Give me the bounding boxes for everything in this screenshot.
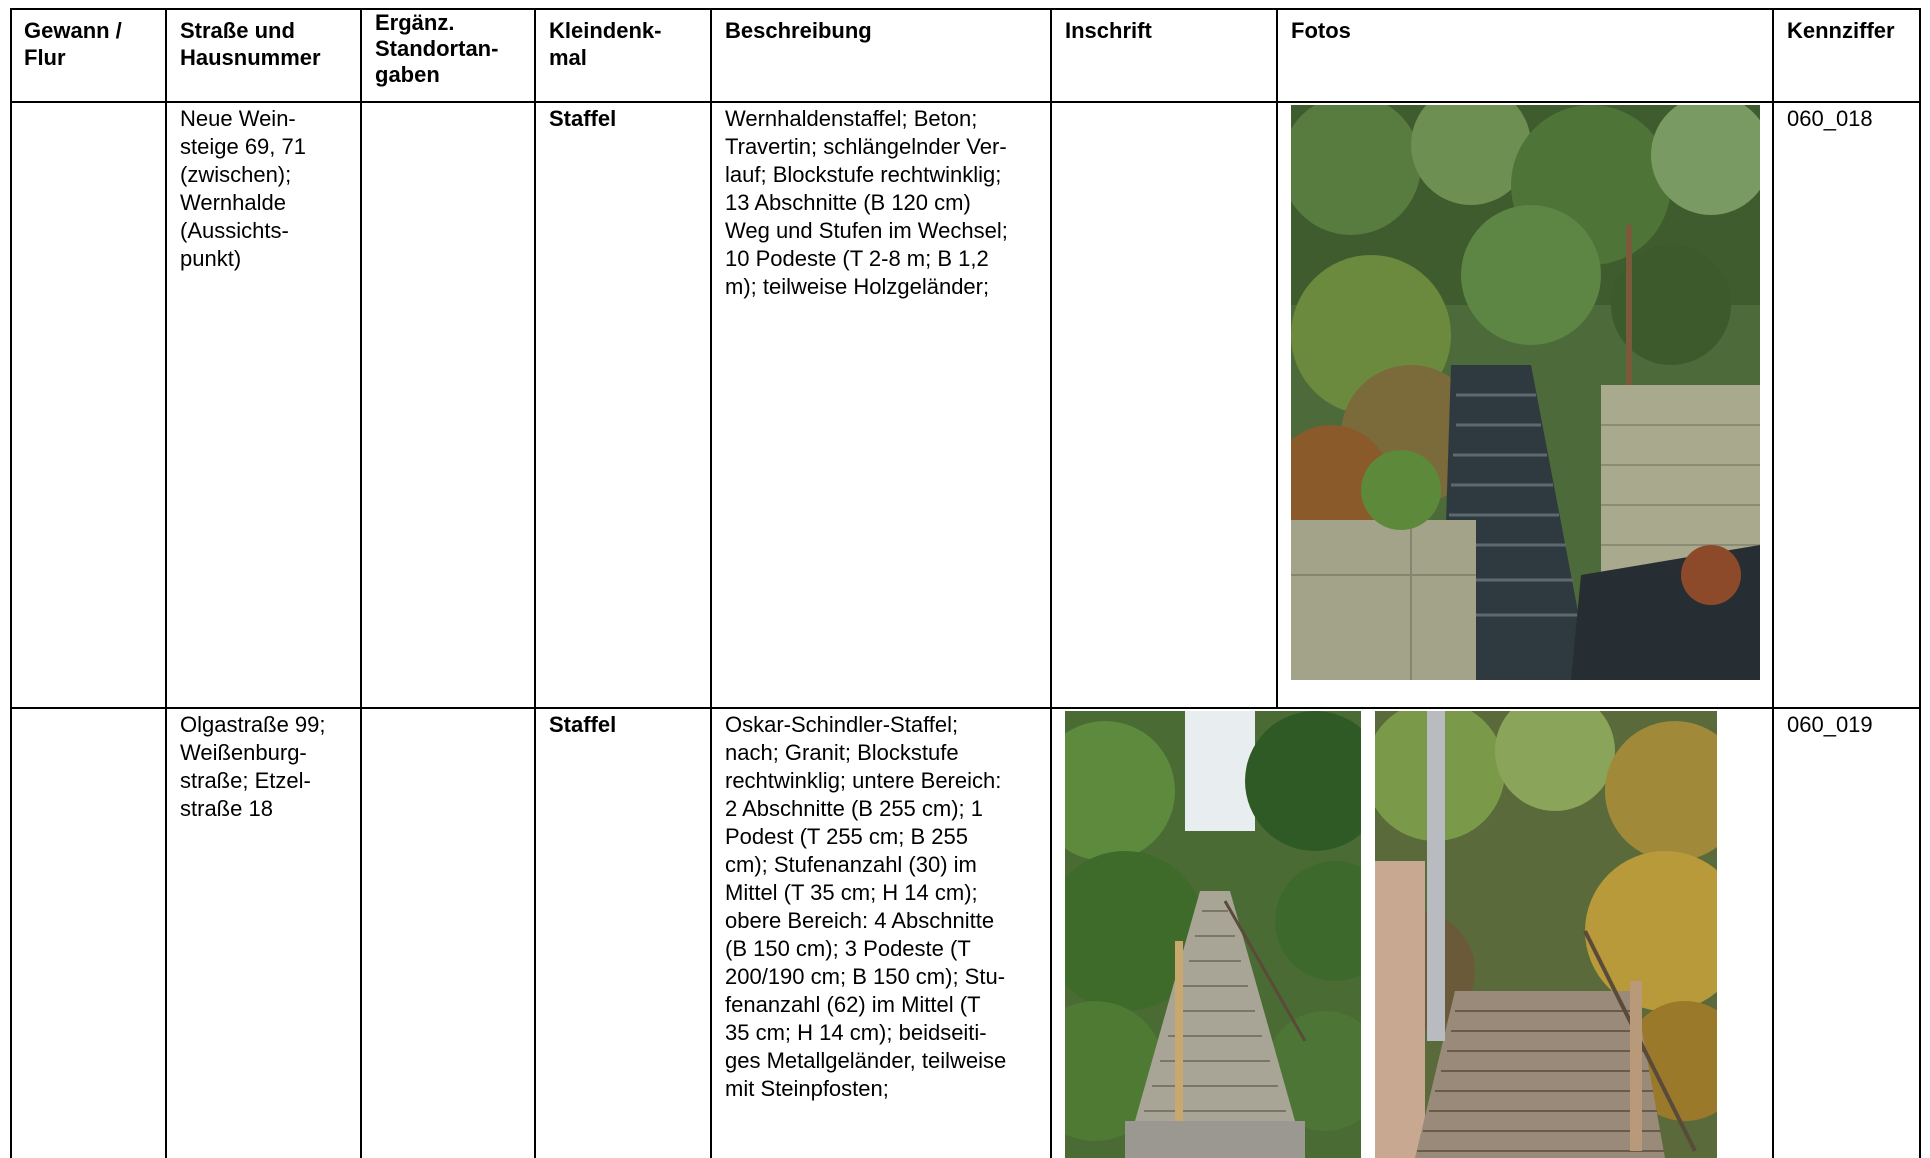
column-divider xyxy=(1276,8,1278,101)
row2-kennziffer: 060_019 xyxy=(1787,712,1873,737)
header-inschrift: Inschrift xyxy=(1065,18,1152,43)
header-ergaenz: Ergänz. Standortan- gaben xyxy=(375,10,499,87)
header-beschreibung: Beschreibung xyxy=(725,18,872,43)
row1-staircase-photo xyxy=(1291,105,1760,680)
header-gewann: Gewann / Flur xyxy=(24,18,122,70)
column-divider xyxy=(10,8,12,1158)
column-divider xyxy=(534,8,536,1158)
row2-staircase-photo-1 xyxy=(1065,711,1361,1158)
row1-kleindenkmal: Staffel xyxy=(549,106,617,131)
row2-beschreibung: Oskar-Schindler-Staffel; nach; Granit; Blockstufe rechtwinklig; untere Bereich: 2 Abschnitte (B 255 cm); 1 Podest (T 255 cm; B 255 cm); Stufenanzahl (30) im Mittel (T 35 cm; H 14 cm); obere Bereich: 4 Abschnitte (B 150 cm); 3 Podeste (T 200/190 cm; B 150 cm); Stu- fenanzahl (62) im Mittel (T 35 cm; H 14 cm); beidseiti- ges Metallgeländer, teilweise mit Steinpfosten; xyxy=(725,712,1007,1101)
header-kleindenkmal: Kleindenk- mal xyxy=(549,18,662,70)
header-strasse: Straße und Hausnummer xyxy=(180,18,321,70)
row1-beschreibung: Wernhaldenstaffel; Beton; Travertin; schlängelnder Ver- lauf; Blockstufe rechtwinklig; 13 Abschnitte (B 120 cm) Weg und Stufen im Wechsel; 10 Podeste (T 2-8 m; B 1,2 m); teilweise Holzgeländer; xyxy=(725,106,1008,299)
table-top-border xyxy=(10,8,1921,10)
row2-strasse: Olgastraße 99; Weißenburg- straße; Etzel- straße 18 xyxy=(180,712,326,821)
header-fotos: Fotos xyxy=(1291,18,1351,43)
row2-kleindenkmal: Staffel xyxy=(549,712,617,737)
table-right-border xyxy=(1919,8,1921,1158)
row-divider xyxy=(10,707,1921,709)
column-divider xyxy=(360,8,362,1158)
column-divider xyxy=(710,8,712,1158)
row1-kennziffer: 060_018 xyxy=(1787,106,1873,131)
header-kennziffer: Kennziffer xyxy=(1787,18,1895,43)
column-divider xyxy=(1772,8,1774,1158)
row2-staircase-photo-2 xyxy=(1375,711,1717,1158)
column-divider xyxy=(165,8,167,1158)
column-divider xyxy=(1276,101,1278,707)
header-bottom-border xyxy=(10,101,1921,103)
row1-strasse: Neue Wein- steige 69, 71 (zwischen); Wernhalde (Aussichts- punkt) xyxy=(180,106,306,271)
kleindenkmal-table xyxy=(10,8,1921,1158)
